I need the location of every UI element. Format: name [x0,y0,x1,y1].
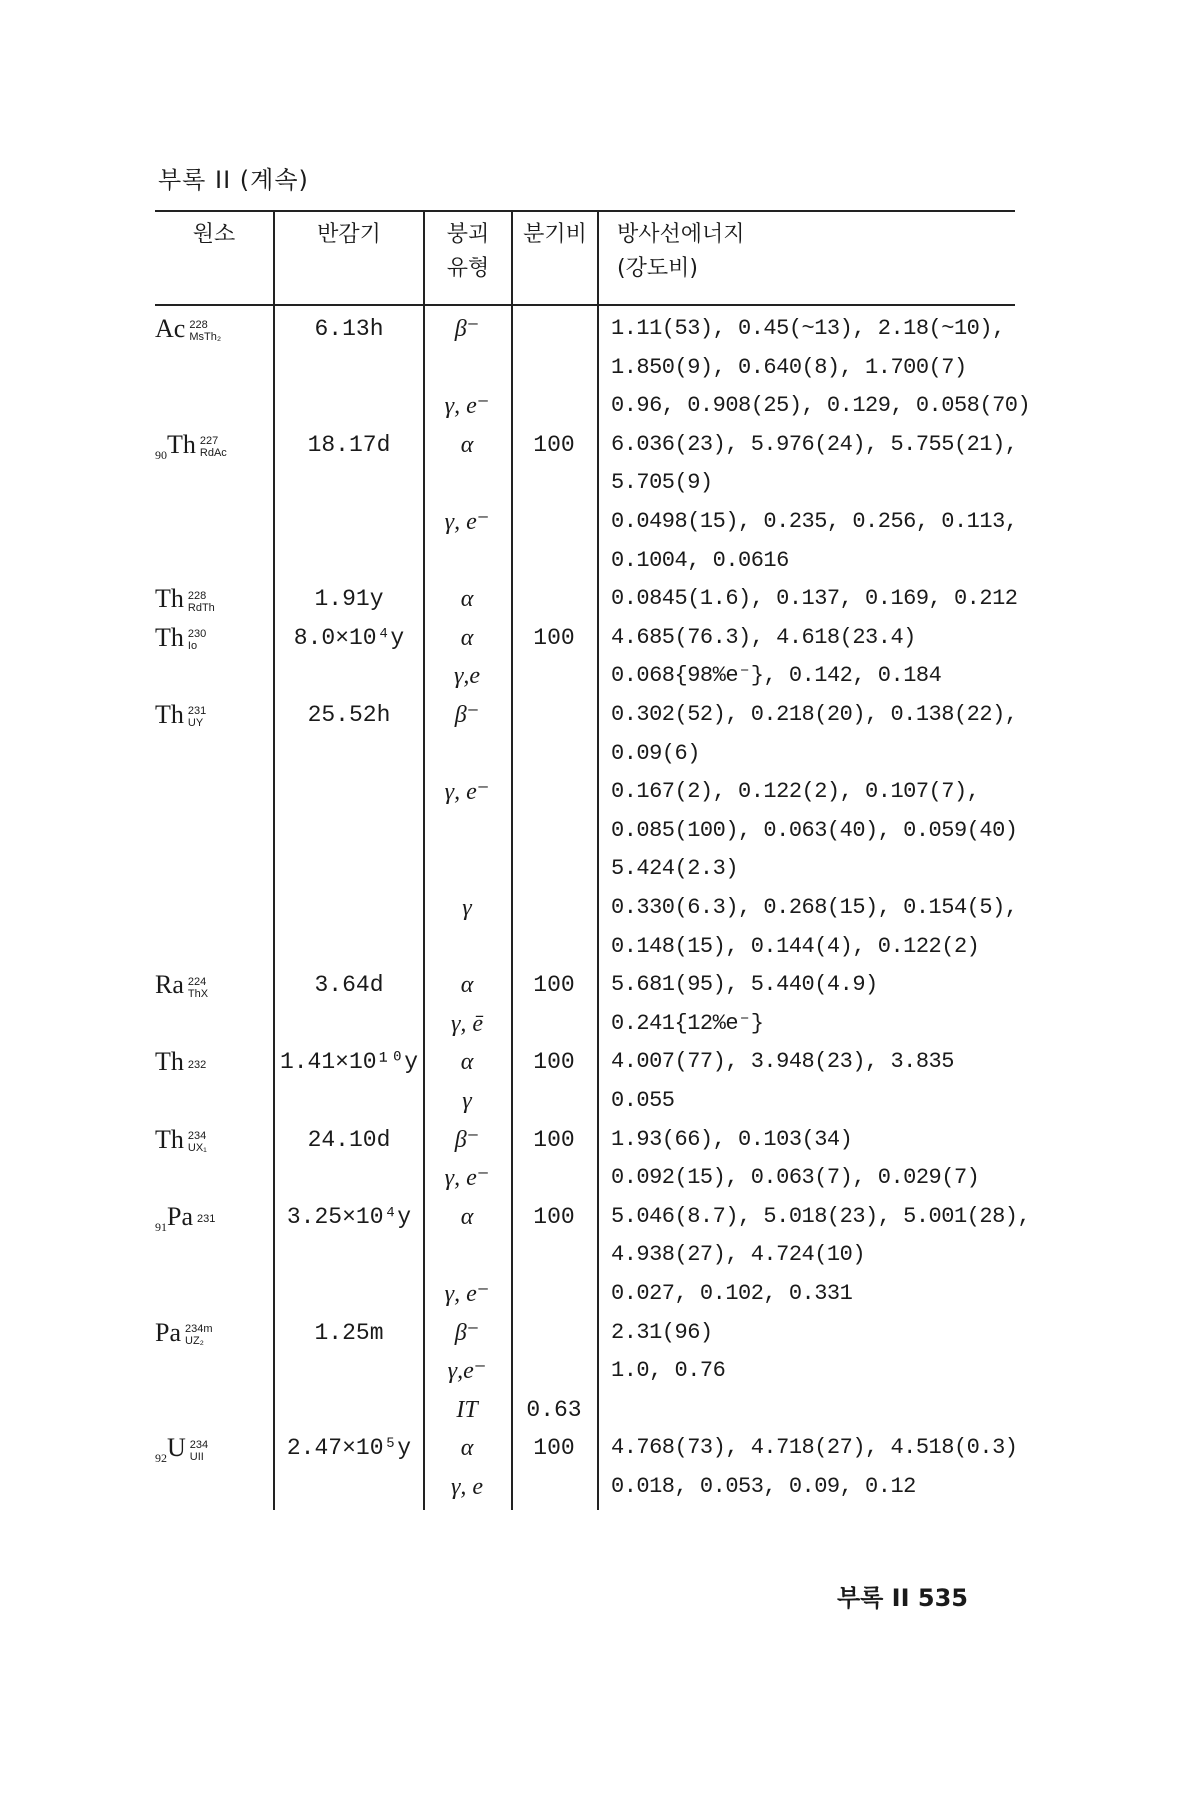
decay-mode-cell: γ, e⁻ [444,509,490,535]
element-symbol: U [167,1433,186,1463]
historical-name: MsTh₂ [189,331,222,344]
decay-mode-cell: γ, e [450,1474,484,1500]
mass-number: 230 [187,628,207,641]
decay-mode-cell [423,349,511,387]
table-row [155,889,1018,927]
branching-ratio-cell [511,542,597,580]
branching-ratio-cell [511,850,597,888]
energy-cell: 0.1004, 0.0616 [611,547,789,573]
energy-cell: 2.31(96) [611,1319,713,1345]
decay-mode-cell: α [460,586,474,613]
table-row [155,1236,1015,1274]
half-life-cell [275,1352,423,1390]
branching-ratio-cell [511,773,597,811]
energy-cell: 0.96, 0.908(25), 0.129, 0.058(70) [611,393,1031,419]
half-life-cell [275,773,423,811]
decay-mode-cell: γ,e⁻ [447,1358,487,1385]
header-bottom-rule [155,304,1015,306]
half-life-cell [275,889,423,927]
half-life-cell: 3.64d [314,972,384,999]
half-life-cell [275,735,423,773]
decay-mode-cell: β⁻ [454,316,480,342]
branching-ratio-cell: 100 [533,624,575,651]
element-cell [155,657,275,695]
element-symbol: Th [155,622,184,652]
element-cell [155,1198,275,1236]
energy-cell: 0.027, 0.102, 0.331 [611,1281,853,1306]
element-cell [155,773,275,811]
element-cell [155,1082,275,1120]
branching-ratio-cell [511,1352,597,1390]
table-row [155,542,1015,580]
historical-name: RdTh [187,601,215,614]
half-life-cell [275,1468,423,1506]
branching-ratio-cell [511,387,597,425]
decay-mode-cell: β⁻ [454,1126,480,1153]
element-cell [155,464,275,502]
decay-mode-cell [423,928,511,966]
half-life-cell: 1.41×10¹⁰y [279,1049,419,1076]
mass-number: 227 [199,435,219,448]
decay-mode-cell: γ, e⁻ [444,393,490,420]
decay-mode-cell: α [460,1049,474,1076]
element-cell [155,1352,275,1390]
element-cell [155,1314,275,1352]
mass-number: 232 [187,1058,207,1071]
element-cell [155,1391,275,1429]
element-cell [155,1236,275,1274]
half-life-cell: 25.52h [307,702,391,728]
element-cell [155,812,275,850]
half-life-cell [275,1275,423,1313]
historical-name: Io [187,640,198,653]
decay-mode-cell [423,464,511,502]
table-row [155,387,1031,425]
element-symbol: Pa [155,1317,181,1347]
table-row [155,1352,1015,1390]
element-symbol: Pa [167,1201,193,1231]
table-row [155,1005,1015,1043]
branching-ratio-cell [511,1159,597,1197]
half-life-cell [275,387,423,425]
nuclide-label [188,590,215,614]
element-cell [155,349,275,387]
element-symbol: Th [167,429,196,459]
atomic-number: 91 [155,1219,167,1234]
header-energy [617,218,745,286]
table-row [155,580,1018,618]
page-heading: 부록 II (계속) [158,166,309,194]
energy-cell: 0.068{98%e⁻}, 0.142, 0.184 [611,663,942,689]
historical-name: UY [187,717,204,730]
element-symbol: Th [155,1047,184,1077]
decay-mode-cell: γ, e⁻ [444,1165,490,1192]
branching-ratio-cell [511,657,597,695]
element-cell [155,1275,275,1313]
table-row [155,1198,1031,1236]
half-life-cell [275,503,423,541]
half-life-cell: 8.0×10⁴y [293,624,405,651]
table-row [155,1082,1015,1120]
nuclide-label [200,435,227,459]
decay-mode-cell: γ [462,1088,472,1114]
half-life-cell: 18.17d [307,431,391,458]
energy-cell: 1.0, 0.76 [611,1358,726,1384]
mass-number: 234m [185,1323,213,1336]
branching-ratio-cell [511,1082,597,1120]
branching-ratio-cell [511,310,597,348]
branching-ratio-cell [511,735,597,773]
element-cell [155,889,275,927]
energy-cell: 0.0845(1.6), 0.137, 0.169, 0.212 [611,586,1018,612]
energy-cell: 4.768(73), 4.718(27), 4.518(0.3) [611,1435,1018,1461]
half-life-cell [275,1159,423,1197]
historical-name: UZ₂ [185,1335,204,1348]
element-cell [155,387,275,425]
energy-cell: 0.085(100), 0.063(40), 0.059(40) [611,817,1018,843]
header-decay-line1: 붕괴 [446,222,490,247]
half-life-cell: 1.25m [314,1319,384,1346]
table-row [155,1314,1015,1352]
page-footer: 부록 II 535 [836,1584,968,1612]
element-cell [155,542,275,580]
header-energy-line1: 방사선에너지 [617,222,745,247]
element-cell [155,850,275,888]
energy-cell: 1.11(53), 0.45(~13), 2.18(~10), [611,316,1005,341]
element-cell [155,503,275,541]
element-symbol: Th [155,1124,184,1154]
mass-number: 228 [187,589,207,602]
branching-ratio-cell: 100 [533,431,575,458]
branching-ratio-cell: 100 [533,972,575,999]
table-row [155,1159,1015,1197]
header-energy-line2: (강도비) [617,256,698,281]
branching-ratio-cell: 100 [533,1126,575,1153]
nuclide-label [197,1213,215,1225]
table-row [155,812,1018,850]
half-life-cell [275,1391,423,1429]
decay-mode-cell: IT [456,1396,478,1423]
energy-cell: 0.241{12%e⁻} [611,1010,764,1036]
branching-ratio-cell: 100 [533,1203,575,1230]
branching-ratio-cell [511,1005,597,1043]
mass-number: 231 [187,705,207,718]
header-decay-type [425,218,511,286]
decay-mode-cell: β⁻ [454,702,480,728]
table-row [155,966,1015,1004]
header-element: 원소 [192,222,236,247]
table-row [155,773,1015,811]
decay-mode-cell: α [460,1203,474,1230]
atomic-number: 90 [155,447,167,462]
table-row [155,696,1018,734]
header-half-life: 반감기 [317,222,381,247]
nuclide-label [188,1059,206,1071]
branching-ratio-cell [511,1275,597,1313]
element-cell [155,426,275,464]
decay-mode-cell [423,812,511,850]
header-decay-line2: 유형 [446,256,490,281]
energy-cell: 0.092(15), 0.063(7), 0.029(7) [611,1165,980,1191]
element-cell [155,1468,275,1506]
historical-name: RdAc [199,447,227,460]
half-life-cell: 1.91y [314,586,384,613]
decay-mode-cell: γ, e⁻ [444,1281,490,1307]
nuclide-label [188,1130,207,1154]
element-symbol: Th [155,584,184,614]
energy-cell [611,1391,1015,1429]
mass-number: 234 [187,1130,207,1143]
energy-cell: 1.93(66), 0.103(34) [611,1126,853,1152]
branching-ratio-cell [511,1468,597,1506]
decay-mode-cell [423,735,511,773]
element-cell [155,928,275,966]
branching-ratio-cell [511,1314,597,1352]
half-life-cell [275,542,423,580]
energy-cell: 0.09(6) [611,740,700,766]
element-cell [155,966,275,1004]
energy-cell: 5.424(2.3) [611,856,739,882]
energy-cell: 1.850(9), 0.640(8), 1.700(7) [611,354,967,380]
nuclide-label [190,1439,208,1463]
half-life-cell [275,464,423,502]
half-life-cell [275,812,423,850]
mass-number: 224 [187,975,207,988]
energy-cell: 4.938(27), 4.724(10) [611,1242,866,1268]
table-row [155,735,1015,773]
table-row [155,310,1015,348]
energy-cell: 5.681(95), 5.440(4.9) [611,972,878,998]
nuclide-label [189,319,221,343]
decay-data-table [155,210,1031,1510]
branching-ratio-cell [511,812,597,850]
half-life-cell: 3.25×10⁴y [286,1203,412,1230]
element-symbol: Ra [155,970,184,1000]
table-row [155,1275,1015,1313]
energy-cell: 6.036(23), 5.976(24), 5.755(21), [611,431,1018,457]
half-life-cell [275,928,423,966]
historical-name: UX₁ [187,1142,207,1155]
mass-number: 234 [189,1438,209,1451]
nuclide-label [188,628,206,652]
energy-cell: 0.330(6.3), 0.268(15), 0.154(5), [611,895,1018,920]
decay-mode-cell: α [460,624,474,651]
decay-mode-cell: γ,e [453,663,481,690]
table-row [155,1121,1015,1159]
branching-ratio-cell [511,1236,597,1274]
element-cell [155,1159,275,1197]
decay-mode-cell: β⁻ [454,1319,480,1346]
energy-cell: 0.055 [611,1088,675,1113]
element-cell [155,1429,275,1467]
half-life-cell [275,657,423,695]
half-life-cell [275,349,423,387]
mass-number: 228 [189,319,208,332]
historical-name: UII [189,1450,204,1463]
branching-ratio-cell: 100 [533,1435,575,1462]
branching-ratio-cell [511,696,597,734]
element-cell [155,696,275,734]
decay-mode-cell: γ, e⁻ [444,779,490,806]
decay-mode-cell: γ, ē [450,1010,484,1037]
energy-cell: 4.685(76.3), 4.618(23.4) [611,624,916,650]
energy-cell: 0.018, 0.053, 0.09, 0.12 [611,1474,916,1499]
table-row [155,1391,1015,1429]
energy-cell: 0.148(15), 0.144(4), 0.122(2) [611,933,980,959]
decay-mode-cell: α [460,1435,474,1462]
decay-mode-cell: α [460,431,474,458]
branching-ratio-cell: 0.63 [526,1396,582,1423]
table-top-rule [155,210,1015,212]
half-life-cell [275,1005,423,1043]
element-symbol: Th [155,700,184,729]
table-row [155,850,1015,888]
element-cell [155,1005,275,1043]
energy-cell: 0.167(2), 0.122(2), 0.107(7), [611,779,980,805]
table-row [155,657,1015,695]
table-row [155,349,1015,387]
table-row [155,1429,1018,1467]
atomic-number: 92 [155,1451,167,1466]
historical-name: ThX [187,987,209,1000]
table-row [155,503,1018,541]
nuclide-label [185,1323,213,1347]
table-row [155,1468,1015,1506]
table-row [155,928,1015,966]
element-cell [155,619,275,657]
nuclide-label [188,976,208,1000]
energy-cell: 0.0498(15), 0.235, 0.256, 0.113, [611,509,1018,534]
table-row [155,426,1018,464]
element-cell [155,735,275,773]
nuclide-label [188,705,206,729]
energy-cell: 4.007(77), 3.948(23), 3.835 [611,1049,954,1075]
decay-mode-cell [423,850,511,888]
half-life-cell [275,1236,423,1274]
branching-ratio-cell: 100 [533,1049,575,1076]
half-life-cell [275,850,423,888]
header-branching: 분기비 [523,222,587,247]
branching-ratio-cell [511,464,597,502]
branching-ratio-cell [511,889,597,927]
decay-mode-cell: γ [462,895,472,921]
half-life-cell: 2.47×10⁵y [286,1435,412,1462]
decay-mode-cell [423,1236,511,1274]
branching-ratio-cell [511,503,597,541]
half-life-cell [275,1082,423,1120]
branching-ratio-cell [511,928,597,966]
half-life-cell: 24.10d [307,1126,391,1153]
branching-ratio-cell [511,349,597,387]
energy-cell: 5.046(8.7), 5.018(23), 5.001(28), [611,1203,1031,1229]
energy-cell: 5.705(9) [611,470,713,496]
table-row [155,619,1015,657]
energy-cell: 0.302(52), 0.218(20), 0.138(22), [611,702,1018,727]
decay-mode-cell [423,542,511,580]
element-cell [155,310,275,348]
element-cell [155,1121,275,1159]
table-row [155,1043,1015,1081]
table-row [155,464,1015,502]
mass-number: 231 [197,1213,216,1226]
element-cell [155,1043,275,1081]
decay-mode-cell: α [460,972,474,999]
half-life-cell: 6.13h [314,316,384,342]
branching-ratio-cell [511,580,597,618]
element-symbol: Ac [155,314,186,343]
element-cell [155,580,275,618]
